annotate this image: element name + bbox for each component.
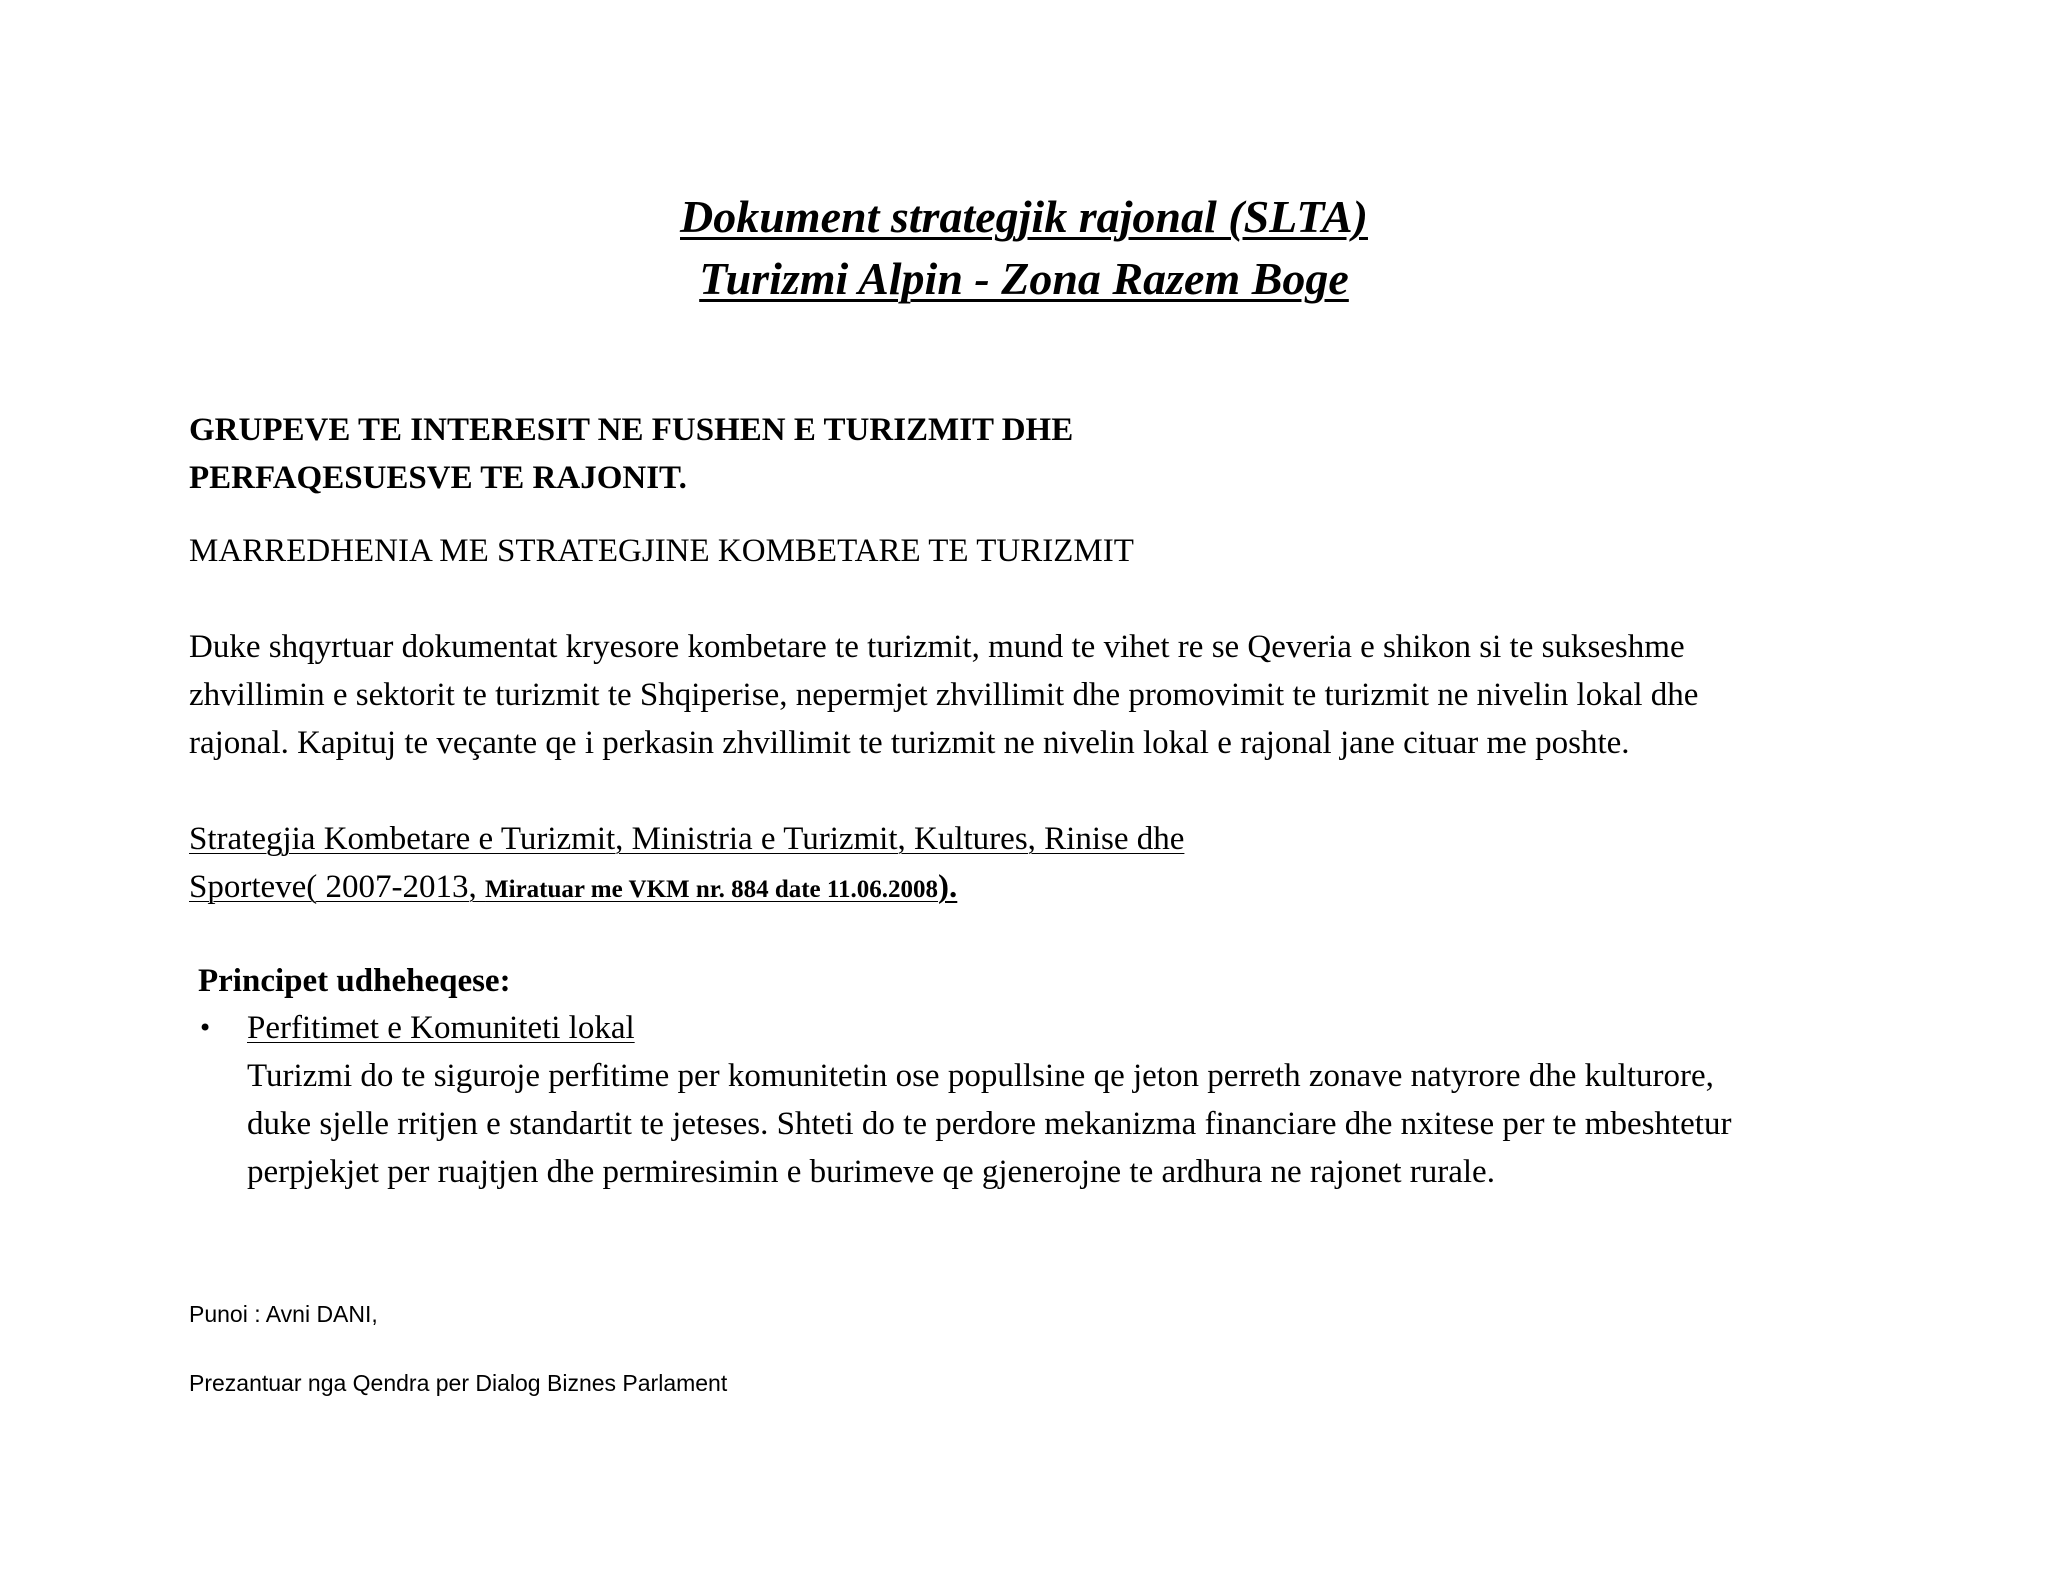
principle-line-2: duke sjelle rritjen e standartit te jeteses. Shteti do te perdore mekanizma financiare dhe nxitese per te mbeshtetur	[247, 1106, 1732, 1142]
title-line-2: Turizmi Alpin - Zona Razem Boge	[699, 253, 1349, 304]
principles-title: Principet udheheqese:	[198, 963, 511, 999]
author-credit: Punoi : Avni DANI,	[189, 1301, 378, 1327]
document-title	[0, 186, 2048, 310]
section-subheading: MARREDHENIA ME STRATEGJINE KOMBETARE TE TURIZMIT	[189, 533, 1134, 569]
reference-closing: ).	[938, 869, 958, 905]
intro-line-3: rajonal. Kapituj te veçante qe i perkasin zhvillimit te turizmit ne nivelin lokal e rajonal jane cituar me poshte.	[189, 725, 1630, 761]
title-line-1: Dokument strategjik rajonal (SLTA)	[680, 191, 1368, 242]
strategy-reference	[189, 815, 1184, 914]
principle-line-3: perpjekjet per ruajtjen dhe permiresimin e burimeve qe gjenerojne te ardhura ne rajonet rurale.	[247, 1154, 1495, 1190]
reference-line-2-main: Sporteve( 2007-2013,	[189, 869, 486, 905]
presenter-credit: Prezantuar nga Qendra per Dialog Biznes Parlament	[189, 1370, 728, 1396]
approval-note: Miratuar me VKM nr. 884 date 11.06.2008	[485, 876, 939, 903]
audience-heading	[189, 406, 1073, 502]
audience-heading-line-1: GRUPEVE TE INTERESIT NE FUSHEN E TURIZMIT DHE	[189, 412, 1074, 448]
intro-line-1: Duke shqyrtuar dokumentat kryesore kombetare te turizmit, mund te vihet re se Qeveria e shikon si te sukseshme	[189, 629, 1685, 665]
principle-body	[247, 1004, 1947, 1196]
reference-line-2	[189, 863, 1184, 914]
principle-heading: Perfitimet e Komuniteti lokal	[247, 1010, 635, 1046]
reference-line-1: Strategjia Kombetare e Turizmit, Ministria e Turizmit, Kultures, Rinise dhe	[189, 821, 1185, 857]
bullet-icon: •	[198, 1014, 213, 1042]
intro-paragraph	[189, 623, 1889, 767]
audience-heading-line-2: PERFAQESUESVE TE RAJONIT.	[189, 460, 687, 496]
principle-line-1: Turizmi do te siguroje perfitime per komunitetin ose popullsine qe jeton perreth zonave natyrore dhe kulturore,	[247, 1058, 1714, 1094]
intro-line-2: zhvillimin e sektorit te turizmit te Shqiperise, nepermjet zhvillimit dhe promovimit te turizmit ne nivelin lokal dhe	[189, 677, 1699, 713]
